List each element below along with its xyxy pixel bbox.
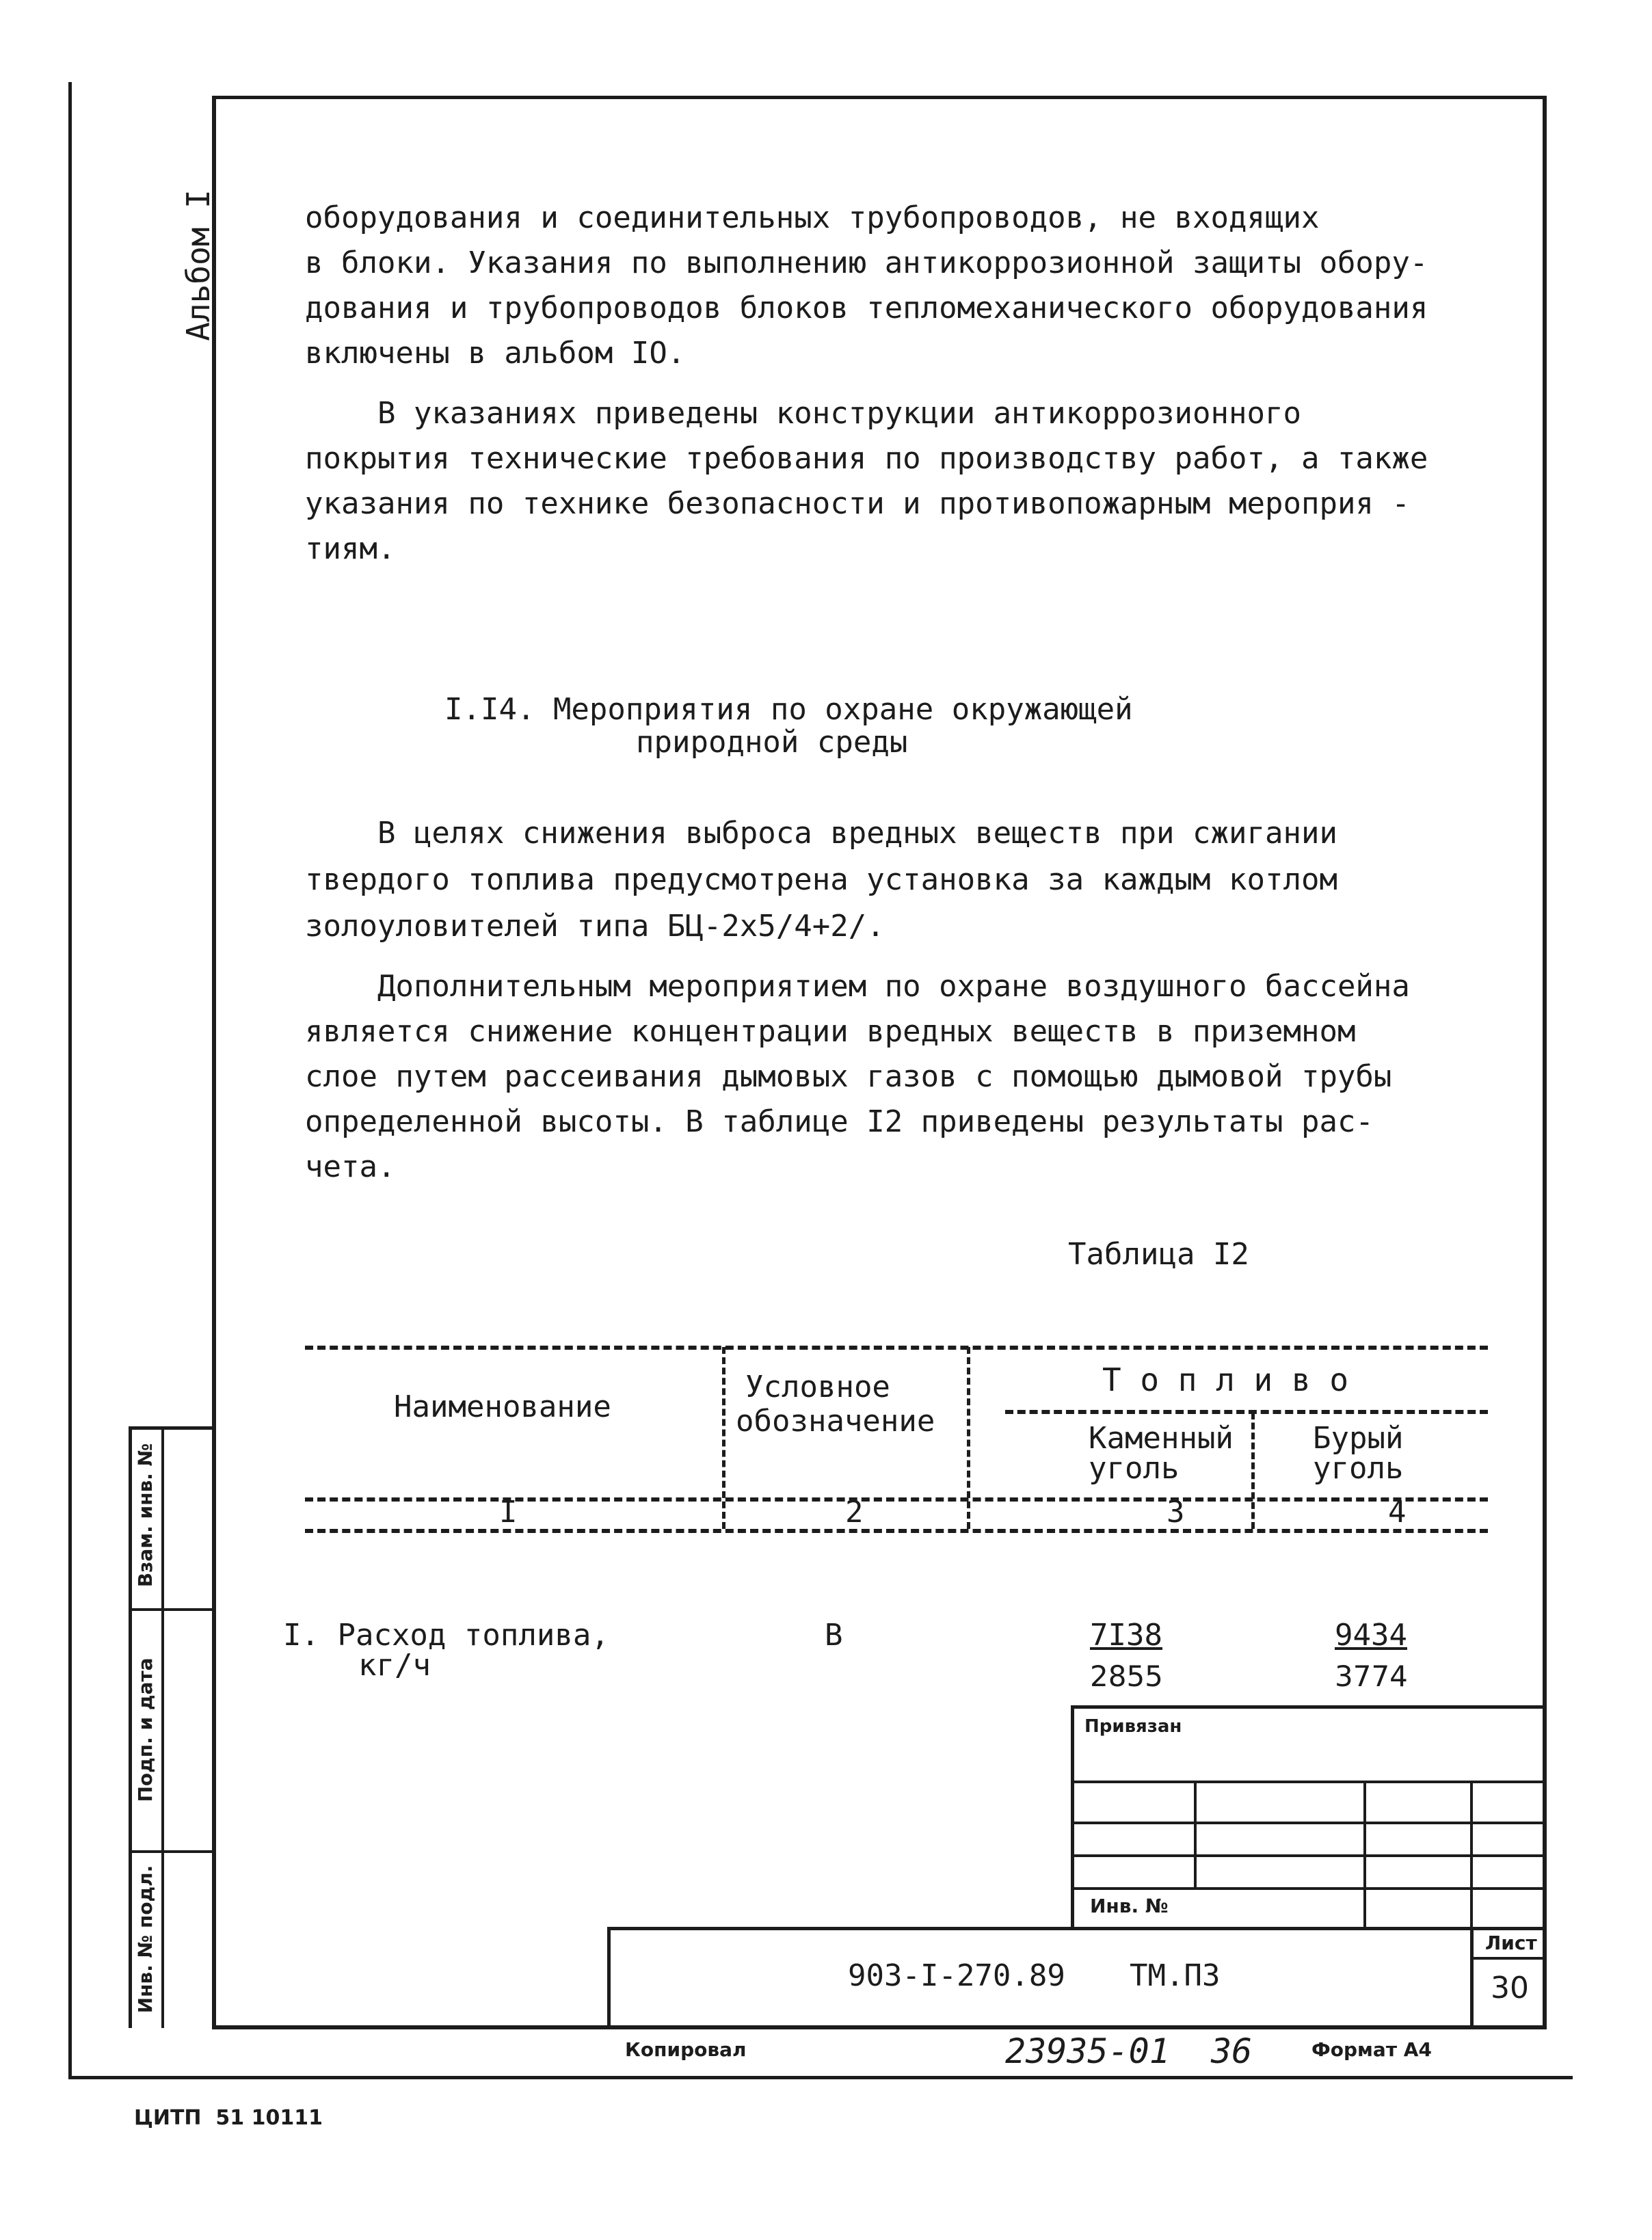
sheet-number: 30 bbox=[1491, 1971, 1529, 2005]
stamp-mid bbox=[161, 1426, 164, 2028]
sheet-label: Лист bbox=[1485, 1932, 1537, 1954]
header-name: Наименование bbox=[394, 1389, 611, 1424]
text-line: слое путем рассеивания дымовых газов с помощью дымовой трубы bbox=[305, 1059, 1392, 1094]
header-brown-2: уголь bbox=[1313, 1451, 1404, 1486]
row-coal-top: 7I38 bbox=[1090, 1618, 1162, 1653]
row-designation: В bbox=[825, 1618, 843, 1653]
text-line: включены в альбом IО. bbox=[305, 336, 686, 371]
text-line: дования и трубопроводов блоков тепломеханического оборудования bbox=[305, 291, 1428, 325]
column-number: 4 bbox=[1388, 1495, 1407, 1530]
text-line: указания по технике безопасности и противопожарным мероприя - bbox=[305, 486, 1410, 521]
text-line: определенной высоты. В таблице I2 приведены результаты рас- bbox=[305, 1104, 1374, 1139]
tb-row-3 bbox=[1071, 1854, 1547, 1857]
frame-right bbox=[1543, 96, 1547, 2028]
text-line: чета. bbox=[305, 1149, 396, 1184]
text-line: тиям. bbox=[305, 531, 396, 566]
header-designation-2: обозначение bbox=[736, 1404, 935, 1439]
tb-col-3 bbox=[1470, 1781, 1473, 1928]
stamp-sep-1 bbox=[129, 1608, 213, 1611]
tb-row-2 bbox=[1071, 1822, 1547, 1824]
footer-format: Формат А4 bbox=[1311, 2038, 1432, 2061]
tb-sheet-left bbox=[1470, 1927, 1474, 2029]
frame-top bbox=[212, 96, 1547, 99]
tb-col-2 bbox=[1363, 1781, 1366, 1928]
row-name-1: I. Расход топлива, bbox=[283, 1618, 609, 1653]
header-coal-2: уголь bbox=[1089, 1451, 1180, 1486]
table-col-sep-2 bbox=[967, 1347, 970, 1529]
text-line: покрытия технические требования по производству работ, а также bbox=[305, 441, 1428, 476]
tb-row-1 bbox=[1071, 1781, 1547, 1783]
text-line: Дополнительным мероприятием по охране воздушного бассейна bbox=[305, 969, 1410, 1004]
album-label: Альбом I bbox=[180, 189, 217, 341]
table-numbers-bottom-rule bbox=[305, 1529, 1488, 1533]
table-top-rule bbox=[305, 1346, 1488, 1350]
header-designation-1: Условное bbox=[745, 1370, 890, 1404]
text-line: является снижение концентрации вредных веществ в приземном bbox=[305, 1014, 1356, 1049]
tb-col-1 bbox=[1194, 1781, 1197, 1889]
tb-privyazan-label: Привязан bbox=[1084, 1716, 1182, 1737]
tb-row-4 bbox=[1071, 1887, 1547, 1890]
frame-left bbox=[212, 96, 216, 2028]
section-title-line: I.I4. Мероприятия по охране окружающей bbox=[444, 692, 1133, 727]
text-line: золоуловителей типа БЦ-2х5/4+2/. bbox=[305, 909, 885, 944]
stamp-label-sign-date: Подп. и дата bbox=[134, 1657, 157, 1802]
text-line: твердого топлива предусмотрена установка за каждым котлом bbox=[305, 862, 1337, 897]
row-name-2: кг/ч bbox=[358, 1648, 431, 1683]
footer-copied: Копировал bbox=[625, 2038, 747, 2061]
text-line: оборудования и соединительных трубопроводов, не входящих bbox=[305, 200, 1320, 235]
text-line: В целях снижения выброса вредных веществ при сжигании bbox=[305, 816, 1337, 851]
row-brown-bottom: 3774 bbox=[1335, 1659, 1408, 1693]
header-coal-1: Каменный bbox=[1089, 1421, 1234, 1456]
tb-privyazan-top bbox=[1071, 1705, 1547, 1709]
stamp-label-replace-inv: Взам. инв. № bbox=[134, 1443, 157, 1588]
tb-inv-label: Инв. № bbox=[1090, 1895, 1169, 1917]
footer-printer-mark: ЦИТП 51 10111 bbox=[134, 2106, 323, 2130]
row-coal-bottom: 2855 bbox=[1090, 1659, 1163, 1693]
frame-bottom bbox=[212, 2025, 1547, 2029]
table-caption: Таблица I2 bbox=[1068, 1237, 1249, 1272]
text-line: в блоки. Указания по выполнению антикоррозионной защиты обору- bbox=[305, 245, 1428, 280]
table-header-bottom-rule bbox=[305, 1497, 1488, 1502]
header-brown-1: Бурый bbox=[1313, 1421, 1404, 1456]
footer-handwritten-number: 23935-01 36 bbox=[1005, 2031, 1253, 2071]
document-code: 903-I-270.89 bbox=[848, 1958, 1065, 1993]
stamp-sep-2 bbox=[129, 1850, 213, 1853]
tb-code-top bbox=[607, 1927, 1547, 1930]
outer-bottom-border bbox=[68, 2076, 1573, 2079]
text-line: В указаниях приведены конструкции антикоррозионного bbox=[305, 396, 1301, 431]
section-title-line: природной среды bbox=[636, 725, 908, 760]
row-brown-top: 9434 bbox=[1335, 1618, 1407, 1653]
table-col-sep-1 bbox=[722, 1347, 725, 1529]
table-col-sep-3 bbox=[1251, 1413, 1255, 1529]
column-number: 2 bbox=[845, 1495, 864, 1530]
tb-sheet-sep bbox=[1470, 1957, 1547, 1960]
column-number: 3 bbox=[1167, 1495, 1185, 1530]
tb-privyazan-left bbox=[1071, 1705, 1074, 1928]
header-fuel: Т о п л и в о bbox=[1102, 1361, 1349, 1398]
outer-left-border bbox=[68, 82, 72, 2079]
column-number: I bbox=[499, 1495, 518, 1530]
table-fuel-rule bbox=[1005, 1410, 1488, 1414]
stamp-top bbox=[129, 1426, 213, 1430]
stamp-label-orig-inv: Инв. № подл. bbox=[134, 1865, 157, 2014]
tb-code-left bbox=[607, 1927, 611, 2029]
document-mark: ТМ.ПЗ bbox=[1130, 1958, 1221, 1993]
